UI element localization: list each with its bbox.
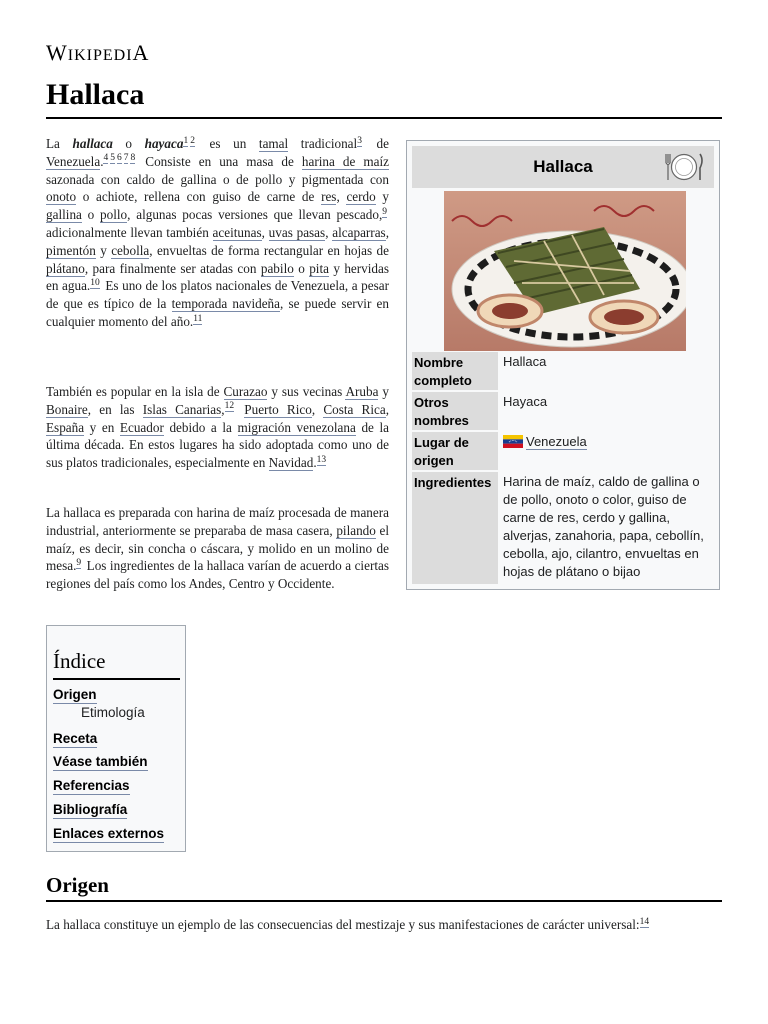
article-link[interactable]: Bonaire	[46, 401, 88, 417]
article-link[interactable]: gallina	[46, 207, 82, 223]
title-divider	[46, 117, 722, 119]
intro-paragraph-1: La hallaca o hayaca$^{1 2}$ es un tamal tradicional$^3$ de Venezuela.$^{4 5 6 7 8}$ Consiste en una masa de harina de maíz sazonada con caldo de gallina o de pollo y pigmentada con onoto o achiote, rellena con guiso de carne de res, cerdo y gallina o pollo, algunas pocas versiones que llevan pescado,$^9$ adicionalmente llevan también aceitunas, uvas pasas, alcaparras, pimentón y cebolla, envueltas de forma rectangular en hojas de plátano, para finalmente ser atadas con pabilo o pita y hervidas en agua.$^{10}$ Es uno de los platos nacionales de Venezuela, a pesar de que es típico de la temporada navideña, se puede servir en cualquier momento del año.$^{11}$	[46, 135, 390, 329]
article-link[interactable]: Ecuador	[119, 419, 164, 435]
toc-item-vease[interactable]: Véase también	[53, 754, 148, 769]
infobox-label: Ingredientes	[412, 472, 498, 584]
venezuela-flag-icon	[503, 435, 523, 448]
cutlery-plate-icon	[662, 151, 706, 183]
infobox-value: Hallaca	[503, 354, 547, 369]
article-link[interactable]: Puerto Rico	[244, 401, 312, 417]
reference-superscript[interactable]	[183, 136, 197, 146]
article-link[interactable]: pabilo	[260, 260, 294, 276]
reference-superscript[interactable]	[90, 278, 102, 288]
article-link[interactable]: pollo	[100, 207, 128, 223]
reference-link[interactable]: 5	[110, 153, 115, 164]
infobox	[406, 140, 720, 590]
infobox-row-ingredientes	[412, 472, 714, 584]
reference-superscript[interactable]	[382, 207, 389, 217]
toc-item-origen[interactable]: Origen	[53, 687, 97, 702]
reference-superscript[interactable]	[103, 153, 137, 163]
article-link[interactable]: aceitunas	[212, 224, 262, 240]
infobox-label: Lugar de origen	[412, 432, 498, 470]
reference-superscript[interactable]	[317, 455, 329, 465]
toc-item-referencias[interactable]: Referencias	[53, 778, 130, 793]
reference-link[interactable]: 14	[639, 916, 650, 927]
reference-superscript[interactable]	[640, 917, 652, 927]
reference-superscript[interactable]	[76, 558, 83, 568]
article-link[interactable]: harina de maíz	[301, 153, 389, 169]
reference-link[interactable]: 9	[382, 206, 388, 217]
toc-item-enlaces[interactable]: Enlaces externos	[53, 826, 165, 841]
infobox-row-lugar	[412, 432, 714, 470]
reference-link[interactable]: 12	[224, 401, 235, 412]
article-link[interactable]: pita	[309, 260, 329, 276]
article-link[interactable]: migración venezolana	[237, 419, 356, 435]
reference-superscript[interactable]	[193, 314, 204, 324]
reference-link[interactable]: 11	[193, 313, 203, 324]
origen-paragraph-1: La hallaca constituye un ejemplo de las consecuencias del mestizaje y sus manifestaciones de carácter universal:$^{14}$	[46, 916, 650, 932]
article-link[interactable]: onoto	[46, 189, 77, 205]
bold-term: hallaca	[72, 136, 113, 151]
article-link[interactable]: Navidad	[268, 455, 314, 471]
article-link[interactable]: España	[46, 419, 85, 435]
reference-link[interactable]: 13	[316, 454, 327, 465]
toc-item-bibliografia[interactable]: Bibliografía	[53, 802, 128, 817]
bold-term: hayaca	[144, 136, 184, 151]
article-link[interactable]: Aruba	[345, 384, 379, 399]
reference-link[interactable]: 7	[123, 153, 129, 164]
infobox-label: Otros nombres	[412, 392, 498, 430]
article-link[interactable]: alcaparras	[332, 224, 386, 240]
reference-link[interactable]: 3	[357, 135, 362, 146]
table-of-contents	[46, 625, 186, 852]
toc-title: Índice	[53, 649, 106, 673]
reference-link[interactable]: 10	[90, 277, 100, 288]
hallaca-photo[interactable]	[444, 191, 686, 351]
reference-superscript[interactable]	[225, 401, 237, 411]
infobox-title: Hallaca	[533, 157, 593, 176]
reference-link[interactable]: 4	[103, 153, 109, 164]
article-link[interactable]: pilando	[336, 522, 376, 538]
reference-link[interactable]: 2	[190, 135, 195, 146]
page-title: Hallaca	[46, 78, 145, 111]
infobox-value	[501, 432, 714, 451]
infobox-label: Nombre completo	[412, 352, 498, 390]
article-link[interactable]: cebolla	[111, 242, 150, 258]
venezuela-link[interactable]: Venezuela	[526, 434, 587, 449]
article-link[interactable]: cerdo	[346, 189, 376, 205]
article-link[interactable]: Islas Canarias	[142, 401, 222, 417]
reference-superscript[interactable]	[357, 136, 364, 146]
article-link[interactable]: uvas pasas	[268, 224, 326, 240]
toc-item-etimologia[interactable]: Etimología	[81, 705, 145, 720]
article-link[interactable]: Venezuela	[46, 153, 101, 169]
section-divider	[46, 900, 722, 902]
toc-item-receta[interactable]: Receta	[53, 731, 98, 746]
wikipedia-wordmark[interactable]: WIKIPEDIA	[46, 40, 150, 65]
reference-link[interactable]: 8	[130, 153, 136, 164]
article-link[interactable]: plátano	[46, 260, 85, 276]
toc-divider	[53, 678, 180, 680]
section-heading-origen: Origen	[46, 873, 109, 897]
infobox-row-nombre	[412, 352, 714, 390]
article-link[interactable]: tamal	[258, 136, 289, 151]
article-link[interactable]: temporada navideña	[171, 296, 280, 312]
article-link[interactable]: Curazao	[223, 384, 268, 399]
reference-link[interactable]: 6	[116, 153, 122, 164]
reference-link[interactable]: 9	[76, 558, 82, 568]
infobox-value: Harina de maíz, caldo de gallina o de pollo, onoto o color, guiso de carne de res, cerdo y gallina, alverjas, zanahoria, papa, cebollín, cebolla, ajo, cilantro, envueltas en hojas de plátano o bijao	[503, 474, 704, 579]
intro-paragraph-2: También es popular en la isla de Curazao y sus vecinas Aruba y Bonaire, en las Islas Canarias,$^{12}$ Puerto Rico, Costa Rica, España y en Ecuador debido a la migración venezolana de la última década. En estos lugares ha sido adoptada como uno de sus platos tradicionales, especialmente en Navidad.$^{13}$	[46, 384, 390, 471]
article-link[interactable]: Costa Rica	[323, 401, 386, 417]
article-link[interactable]: res	[321, 189, 337, 205]
intro-paragraph-3: La hallaca es preparada con harina de maíz procesada de manera industrial, anteriormente se preparaba de masa casera, pilando el maíz, es decir, sin concha o cáscara, y molido en un molino de mesa.$^9$ Los ingredientes de la hallaca varían de acuerdo a ciertas regiones del país como los Andes, Centro y Occidente.	[46, 505, 389, 592]
reference-link[interactable]: 1	[183, 135, 189, 146]
infobox-row-otros	[412, 392, 714, 430]
infobox-header	[412, 146, 714, 188]
infobox-value: Hayaca	[503, 394, 548, 409]
article-link[interactable]: pimentón	[46, 242, 96, 258]
